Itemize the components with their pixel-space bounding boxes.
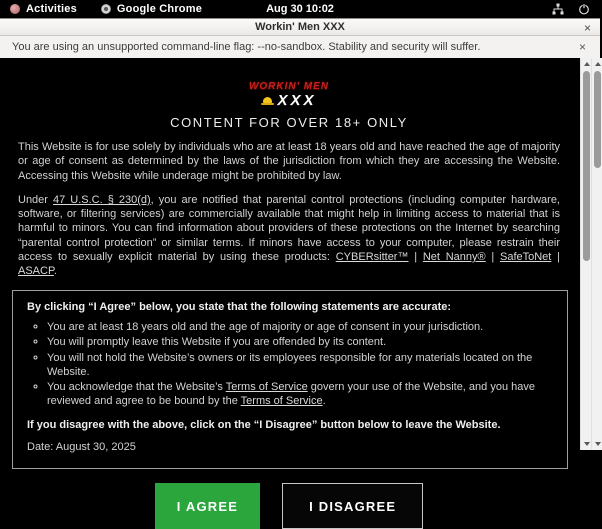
terms-of-service-link[interactable]: Terms of Service	[240, 395, 323, 408]
window-title: Workin' Men XXX	[255, 21, 345, 33]
legal-pre: Under	[18, 193, 53, 206]
list-item: ◦ You will not hold the Website’s owners or its employees responsible for any materials located on the Website.	[47, 351, 553, 380]
agree-button[interactable]: I AGREE	[155, 483, 260, 529]
activities-icon	[10, 4, 20, 14]
disagree-button[interactable]: I DISAGREE	[282, 483, 423, 529]
outer-scrollbar-thumb[interactable]	[594, 71, 601, 168]
window-close-icon[interactable]: ×	[583, 21, 591, 35]
intro-text: This Website is for use solely by individuals who are at least 18 years old and have reached the age of majority or age of consent as determined by the laws of the jurisdiction from which they are accessing the Website. Accessing this Website while underage might be prohibited by law.	[18, 141, 560, 182]
date-line: Date: August 30, 2025	[27, 441, 136, 454]
infobar-close-icon[interactable]: ×	[578, 40, 586, 54]
asacp-link[interactable]: ASACP	[18, 265, 54, 278]
safetonet-link[interactable]: SafeToNet	[499, 251, 552, 264]
disagree-note: If you disagree with the above, click on the “I Disagree” button below to leave the Website.	[27, 418, 501, 431]
bullet4-mid: govern your use of the Website, and you have reviewed and agree to be bound by the	[47, 381, 535, 408]
legal-body: , you are notified that parental control protections (including computer hardware, software, or filtering services) are commercially available that might help in limiting access to material that is harmful to minors. You can find information about providers of these protections on the Internet by searching “parental control protection” or similar terms. If minors have access to your computer, please restrain their access to sexually explicit material by using these products:	[18, 193, 560, 264]
window-title-bar	[0, 18, 600, 36]
separator: |	[485, 251, 500, 264]
network-icon[interactable]	[552, 3, 564, 15]
cybersitter-link[interactable]: CYBERsitter™	[335, 251, 409, 264]
terms-of-service-link[interactable]: Terms of Service	[225, 381, 308, 394]
legal-end: .	[53, 265, 57, 278]
agreement-list	[27, 320, 553, 409]
scroll-down-icon[interactable]	[592, 438, 602, 450]
brand-wordmark: WORKIN' MEN	[248, 81, 330, 92]
clock[interactable]: Aug 30 10:02	[266, 3, 334, 15]
outer-scrollbar[interactable]	[591, 58, 602, 450]
site-logo	[0, 82, 578, 108]
inner-scrollbar[interactable]	[580, 58, 591, 450]
consent-buttons	[0, 483, 578, 529]
list-item: ◦ You will promptly leave this Website if you are offended by its content.	[47, 335, 553, 349]
list-item: ◦ You are at least 18 years old and the age of majority or age of consent in your jurisdiction.	[47, 320, 553, 334]
scrollbar-area	[580, 58, 602, 450]
app-menu-chrome[interactable]	[101, 3, 202, 15]
chrome-app-label: Google Chrome	[116, 3, 203, 15]
list-item	[47, 380, 553, 409]
infobar-message: You are using an unsupported command-line flag: --no-sandbox. Stability and security will suffer.	[12, 41, 481, 53]
separator: |	[551, 251, 560, 264]
gnome-top-bar	[0, 0, 600, 18]
bullet4-post: .	[322, 395, 326, 408]
page-content	[0, 58, 578, 514]
statute-link[interactable]: 47 U.S.C. § 230(d)	[53, 193, 151, 206]
hard-hat-icon	[261, 97, 274, 105]
activities-button[interactable]	[10, 3, 77, 15]
agreement-box	[12, 290, 568, 469]
inner-scrollbar-thumb[interactable]	[583, 71, 590, 261]
activities-label: Activities	[26, 3, 77, 15]
brand-xxx: XXX	[277, 92, 317, 109]
netnanny-link[interactable]: Net Nanny®	[422, 251, 486, 264]
chrome-icon	[101, 4, 111, 14]
scroll-up-icon[interactable]	[592, 58, 602, 70]
agreement-heading: By clicking “I Agree” below, you state that the following statements are accurate:	[27, 300, 452, 313]
intro-paragraph	[18, 140, 560, 183]
power-icon[interactable]	[578, 3, 590, 15]
legal-paragraph	[18, 193, 560, 279]
page-title: CONTENT FOR OVER 18+ ONLY	[170, 115, 408, 130]
chrome-infobar	[0, 36, 600, 58]
bullet4-pre: You acknowledge that the Website’s	[47, 381, 226, 394]
separator: |	[408, 251, 423, 264]
